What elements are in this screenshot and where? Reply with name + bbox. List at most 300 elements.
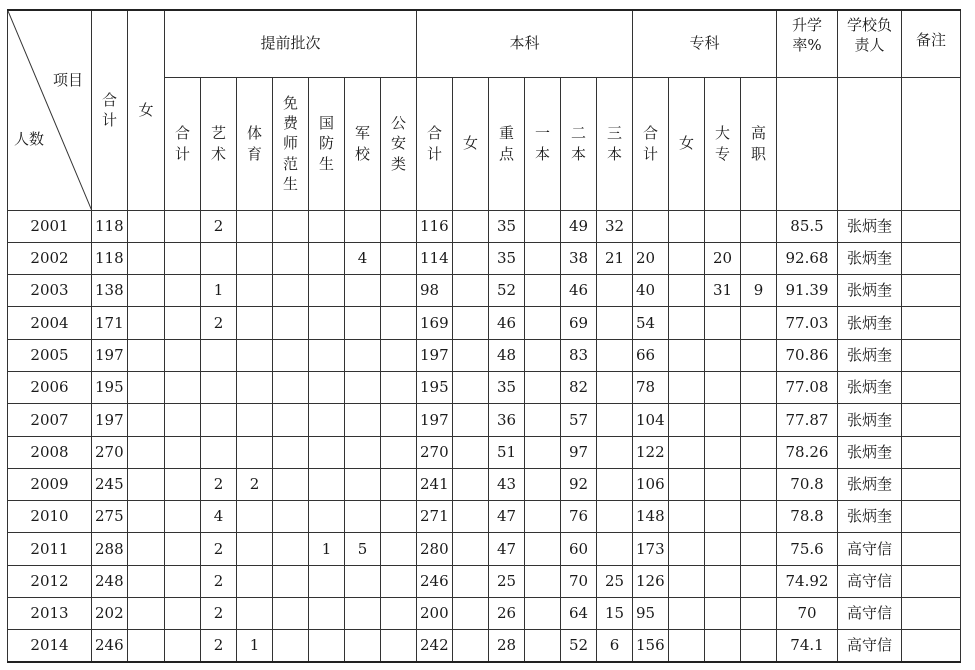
- cell-benke-female: [453, 598, 489, 630]
- cell-benke-total: 270: [417, 436, 453, 468]
- cell-military: [345, 598, 381, 630]
- cell-zhuanke-female: [669, 242, 705, 274]
- cell-pe: [237, 436, 273, 468]
- cell-police: [381, 275, 417, 307]
- cell-teacher: [273, 339, 309, 371]
- cell-principal: 高守信: [838, 533, 902, 565]
- cell-year: 2007: [8, 404, 92, 436]
- cell-teacher: [273, 501, 309, 533]
- cell-second: 60: [561, 533, 597, 565]
- header-zhuanke: 专科: [633, 10, 777, 77]
- cell-total: 118: [92, 210, 128, 242]
- cell-benke-total: 246: [417, 565, 453, 597]
- cell-remark: [902, 371, 961, 403]
- cell-art: 1: [201, 275, 237, 307]
- cell-teacher: [273, 630, 309, 662]
- cell-art: 4: [201, 501, 237, 533]
- diag-label-item: 项目: [52, 71, 83, 89]
- cell-key: 35: [489, 371, 525, 403]
- cell-total: 195: [92, 371, 128, 403]
- cell-principal: 高守信: [838, 598, 902, 630]
- cell-year: 2008: [8, 436, 92, 468]
- cell-pe: [237, 339, 273, 371]
- cell-zhuanke-female: [669, 565, 705, 597]
- sub-zhuanke-total: 合计: [633, 77, 669, 210]
- cell-art: 2: [201, 630, 237, 662]
- cell-third: [597, 533, 633, 565]
- cell-defense: [309, 307, 345, 339]
- cell-dazhuan: 20: [705, 242, 741, 274]
- cell-police: [381, 404, 417, 436]
- sub-rate-blank: [777, 77, 838, 210]
- cell-teacher: [273, 307, 309, 339]
- cell-key: 28: [489, 630, 525, 662]
- cell-military: [345, 307, 381, 339]
- cell-rate: 91.39: [777, 275, 838, 307]
- cell-first: [525, 468, 561, 500]
- cell-benke-total: 271: [417, 501, 453, 533]
- cell-total: 202: [92, 598, 128, 630]
- cell-principal: 高守信: [838, 565, 902, 597]
- table-header: [8, 10, 961, 210]
- cell-defense: [309, 630, 345, 662]
- cell-zhuanke-total: 66: [633, 339, 669, 371]
- sub-zhuanke-gaozhi: 高职: [741, 77, 777, 210]
- table-row: [8, 436, 961, 468]
- cell-early-total: [165, 501, 201, 533]
- cell-total: 245: [92, 468, 128, 500]
- cell-rate: 85.5: [777, 210, 838, 242]
- cell-teacher: [273, 275, 309, 307]
- cell-rate: 75.6: [777, 533, 838, 565]
- table-row: [8, 565, 961, 597]
- cell-remark: [902, 533, 961, 565]
- cell-remark: [902, 598, 961, 630]
- cell-key: 47: [489, 533, 525, 565]
- cell-third: [597, 501, 633, 533]
- header-total: 合计: [92, 10, 128, 210]
- cell-dazhuan: [705, 501, 741, 533]
- cell-art: 2: [201, 307, 237, 339]
- cell-second: 64: [561, 598, 597, 630]
- cell-art: [201, 339, 237, 371]
- cell-year: 2011: [8, 533, 92, 565]
- cell-zhuanke-total: 54: [633, 307, 669, 339]
- cell-art: 2: [201, 210, 237, 242]
- cell-benke-female: [453, 371, 489, 403]
- cell-female: [128, 468, 165, 500]
- cell-benke-total: 241: [417, 468, 453, 500]
- cell-female: [128, 371, 165, 403]
- cell-zhuanke-female: [669, 533, 705, 565]
- cell-police: [381, 630, 417, 662]
- cell-zhuanke-female: [669, 436, 705, 468]
- cell-remark: [902, 242, 961, 274]
- cell-year: 2012: [8, 565, 92, 597]
- cell-police: [381, 468, 417, 500]
- cell-defense: [309, 371, 345, 403]
- cell-gaozhi: [741, 339, 777, 371]
- cell-early-total: [165, 598, 201, 630]
- cell-rate: 78.8: [777, 501, 838, 533]
- cell-gaozhi: [741, 210, 777, 242]
- cell-second: 83: [561, 339, 597, 371]
- cell-principal: 张炳奎: [838, 275, 902, 307]
- cell-defense: [309, 436, 345, 468]
- cell-key: 47: [489, 501, 525, 533]
- cell-pe: [237, 371, 273, 403]
- cell-art: 2: [201, 468, 237, 500]
- cell-remark: [902, 468, 961, 500]
- cell-teacher: [273, 210, 309, 242]
- sub-early-police: 公安类: [381, 77, 417, 210]
- cell-principal: 张炳奎: [838, 501, 902, 533]
- cell-total: 248: [92, 565, 128, 597]
- cell-benke-total: 98: [417, 275, 453, 307]
- cell-dazhuan: [705, 436, 741, 468]
- cell-gaozhi: [741, 598, 777, 630]
- table-row: [8, 630, 961, 662]
- cell-teacher: [273, 565, 309, 597]
- cell-rate: 74.1: [777, 630, 838, 662]
- cell-first: [525, 275, 561, 307]
- cell-third: 6: [597, 630, 633, 662]
- cell-third: 32: [597, 210, 633, 242]
- cell-gaozhi: [741, 404, 777, 436]
- cell-first: [525, 307, 561, 339]
- cell-female: [128, 630, 165, 662]
- cell-rate: 77.08: [777, 371, 838, 403]
- cell-zhuanke-female: [669, 371, 705, 403]
- cell-year: 2002: [8, 242, 92, 274]
- cell-total: 138: [92, 275, 128, 307]
- cell-principal: 张炳奎: [838, 339, 902, 371]
- cell-gaozhi: [741, 501, 777, 533]
- cell-first: [525, 242, 561, 274]
- cell-defense: [309, 598, 345, 630]
- cell-benke-total: 200: [417, 598, 453, 630]
- cell-early-total: [165, 210, 201, 242]
- cell-zhuanke-total: 20: [633, 242, 669, 274]
- cell-police: [381, 436, 417, 468]
- cell-female: [128, 339, 165, 371]
- cell-remark: [902, 630, 961, 662]
- cell-second: 76: [561, 501, 597, 533]
- cell-early-total: [165, 404, 201, 436]
- table-row: [8, 598, 961, 630]
- cell-first: [525, 404, 561, 436]
- cell-defense: [309, 339, 345, 371]
- cell-defense: 1: [309, 533, 345, 565]
- cell-military: [345, 275, 381, 307]
- cell-gaozhi: [741, 371, 777, 403]
- cell-police: [381, 371, 417, 403]
- cell-principal: 张炳奎: [838, 242, 902, 274]
- cell-gaozhi: [741, 630, 777, 662]
- cell-early-total: [165, 565, 201, 597]
- cell-benke-total: 242: [417, 630, 453, 662]
- cell-military: [345, 630, 381, 662]
- cell-police: [381, 210, 417, 242]
- cell-pe: [237, 404, 273, 436]
- cell-zhuanke-female: [669, 468, 705, 500]
- cell-rate: 70.8: [777, 468, 838, 500]
- sub-zhuanke-female: 女: [669, 77, 705, 210]
- cell-police: [381, 339, 417, 371]
- cell-early-total: [165, 275, 201, 307]
- cell-benke-female: [453, 468, 489, 500]
- cell-military: [345, 565, 381, 597]
- table-row: [8, 275, 961, 307]
- cell-zhuanke-total: 104: [633, 404, 669, 436]
- cell-total: 118: [92, 242, 128, 274]
- cell-pe: [237, 533, 273, 565]
- cell-third: [597, 275, 633, 307]
- sub-early-total: 合计: [165, 77, 201, 210]
- cell-total: 171: [92, 307, 128, 339]
- diagonal-line: [8, 11, 92, 210]
- cell-year: 2003: [8, 275, 92, 307]
- admission-table-container: [7, 9, 961, 663]
- cell-female: [128, 242, 165, 274]
- cell-teacher: [273, 468, 309, 500]
- cell-benke-total: 116: [417, 210, 453, 242]
- cell-female: [128, 210, 165, 242]
- cell-military: [345, 436, 381, 468]
- cell-second: 46: [561, 275, 597, 307]
- cell-early-total: [165, 339, 201, 371]
- cell-remark: [902, 404, 961, 436]
- table-row: [8, 533, 961, 565]
- cell-pe: [237, 598, 273, 630]
- cell-police: [381, 242, 417, 274]
- sub-benke-total: 合计: [417, 77, 453, 210]
- cell-first: [525, 210, 561, 242]
- cell-female: [128, 598, 165, 630]
- cell-first: [525, 339, 561, 371]
- cell-third: 21: [597, 242, 633, 274]
- cell-benke-total: 197: [417, 339, 453, 371]
- cell-benke-female: [453, 501, 489, 533]
- cell-zhuanke-female: [669, 630, 705, 662]
- cell-benke-total: 195: [417, 371, 453, 403]
- cell-female: [128, 501, 165, 533]
- cell-female: [128, 565, 165, 597]
- sub-benke-key: 重点: [489, 77, 525, 210]
- sub-benke-third: 三本: [597, 77, 633, 210]
- cell-police: [381, 598, 417, 630]
- diag-label-count: 人数: [14, 130, 45, 148]
- cell-total: 270: [92, 436, 128, 468]
- cell-dazhuan: 31: [705, 275, 741, 307]
- cell-zhuanke-female: [669, 598, 705, 630]
- cell-third: [597, 307, 633, 339]
- cell-zhuanke-total: 148: [633, 501, 669, 533]
- cell-second: 49: [561, 210, 597, 242]
- cell-dazhuan: [705, 598, 741, 630]
- cell-first: [525, 533, 561, 565]
- cell-art: 2: [201, 533, 237, 565]
- cell-first: [525, 436, 561, 468]
- cell-military: [345, 339, 381, 371]
- cell-gaozhi: [741, 565, 777, 597]
- sub-benke-first: 一本: [525, 77, 561, 210]
- cell-key: 48: [489, 339, 525, 371]
- cell-dazhuan: [705, 307, 741, 339]
- table-row: [8, 210, 961, 242]
- cell-key: 46: [489, 307, 525, 339]
- cell-year: 2006: [8, 371, 92, 403]
- cell-principal: 高守信: [838, 630, 902, 662]
- sub-zhuanke-dazhuan: 大专: [705, 77, 741, 210]
- sub-early-art: 艺术: [201, 77, 237, 210]
- sub-remark-blank: [902, 77, 961, 210]
- cell-principal: 张炳奎: [838, 307, 902, 339]
- cell-defense: [309, 468, 345, 500]
- diagonal-header-cell: [8, 10, 92, 210]
- cell-police: [381, 533, 417, 565]
- cell-police: [381, 501, 417, 533]
- cell-rate: 77.87: [777, 404, 838, 436]
- cell-teacher: [273, 533, 309, 565]
- cell-benke-female: [453, 339, 489, 371]
- sub-early-teacher: 免费师范生: [273, 77, 309, 210]
- cell-total: 197: [92, 404, 128, 436]
- sub-principal-blank: [838, 77, 902, 210]
- table-body: [8, 210, 961, 662]
- header-female: 女: [128, 10, 165, 210]
- cell-year: 2014: [8, 630, 92, 662]
- cell-teacher: [273, 371, 309, 403]
- cell-gaozhi: [741, 307, 777, 339]
- sub-benke-second: 二本: [561, 77, 597, 210]
- cell-zhuanke-total: 40: [633, 275, 669, 307]
- cell-teacher: [273, 242, 309, 274]
- cell-military: [345, 371, 381, 403]
- cell-zhuanke-female: [669, 275, 705, 307]
- cell-dazhuan: [705, 404, 741, 436]
- cell-dazhuan: [705, 210, 741, 242]
- cell-art: [201, 242, 237, 274]
- cell-first: [525, 371, 561, 403]
- cell-second: 69: [561, 307, 597, 339]
- cell-remark: [902, 210, 961, 242]
- cell-benke-female: [453, 307, 489, 339]
- cell-pe: [237, 307, 273, 339]
- cell-defense: [309, 242, 345, 274]
- cell-female: [128, 275, 165, 307]
- cell-third: [597, 468, 633, 500]
- cell-year: 2005: [8, 339, 92, 371]
- table-row: [8, 404, 961, 436]
- cell-defense: [309, 275, 345, 307]
- cell-gaozhi: [741, 533, 777, 565]
- cell-female: [128, 307, 165, 339]
- cell-benke-female: [453, 404, 489, 436]
- table-row: [8, 307, 961, 339]
- cell-pe: 2: [237, 468, 273, 500]
- cell-benke-female: [453, 533, 489, 565]
- cell-art: [201, 436, 237, 468]
- cell-principal: 张炳奎: [838, 404, 902, 436]
- cell-zhuanke-total: [633, 210, 669, 242]
- cell-key: 51: [489, 436, 525, 468]
- cell-defense: [309, 404, 345, 436]
- cell-zhuanke-female: [669, 307, 705, 339]
- cell-year: 2010: [8, 501, 92, 533]
- cell-total: 197: [92, 339, 128, 371]
- cell-early-total: [165, 630, 201, 662]
- cell-female: [128, 533, 165, 565]
- cell-first: [525, 501, 561, 533]
- cell-military: [345, 468, 381, 500]
- table-row: [8, 339, 961, 371]
- cell-zhuanke-female: [669, 501, 705, 533]
- cell-key: 25: [489, 565, 525, 597]
- cell-second: 57: [561, 404, 597, 436]
- cell-pe: [237, 501, 273, 533]
- cell-third: 25: [597, 565, 633, 597]
- cell-remark: [902, 275, 961, 307]
- cell-early-total: [165, 533, 201, 565]
- cell-year: 2013: [8, 598, 92, 630]
- cell-art: [201, 371, 237, 403]
- cell-dazhuan: [705, 533, 741, 565]
- cell-key: 43: [489, 468, 525, 500]
- cell-remark: [902, 565, 961, 597]
- cell-defense: [309, 565, 345, 597]
- cell-remark: [902, 436, 961, 468]
- cell-second: 92: [561, 468, 597, 500]
- cell-rate: 78.26: [777, 436, 838, 468]
- cell-principal: 张炳奎: [838, 468, 902, 500]
- table-row: [8, 468, 961, 500]
- cell-principal: 张炳奎: [838, 436, 902, 468]
- cell-dazhuan: [705, 371, 741, 403]
- cell-dazhuan: [705, 565, 741, 597]
- cell-year: 2009: [8, 468, 92, 500]
- cell-third: [597, 339, 633, 371]
- cell-zhuanke-female: [669, 404, 705, 436]
- cell-first: [525, 630, 561, 662]
- cell-second: 70: [561, 565, 597, 597]
- cell-zhuanke-total: 106: [633, 468, 669, 500]
- cell-benke-total: 197: [417, 404, 453, 436]
- cell-benke-female: [453, 275, 489, 307]
- cell-zhuanke-total: 95: [633, 598, 669, 630]
- cell-rate: 92.68: [777, 242, 838, 274]
- cell-third: [597, 371, 633, 403]
- sub-early-defense: 国防生: [309, 77, 345, 210]
- cell-benke-female: [453, 242, 489, 274]
- cell-defense: [309, 210, 345, 242]
- cell-benke-total: 280: [417, 533, 453, 565]
- header-early-batch: 提前批次: [165, 10, 417, 77]
- cell-rate: 70.86: [777, 339, 838, 371]
- header-benke: 本科: [417, 10, 633, 77]
- cell-rate: 70: [777, 598, 838, 630]
- cell-year: 2001: [8, 210, 92, 242]
- cell-remark: [902, 339, 961, 371]
- cell-military: [345, 210, 381, 242]
- cell-defense: [309, 501, 345, 533]
- cell-key: 52: [489, 275, 525, 307]
- cell-zhuanke-total: 126: [633, 565, 669, 597]
- cell-total: 288: [92, 533, 128, 565]
- cell-key: 35: [489, 242, 525, 274]
- cell-first: [525, 598, 561, 630]
- header-rate: 升学率%: [777, 10, 838, 77]
